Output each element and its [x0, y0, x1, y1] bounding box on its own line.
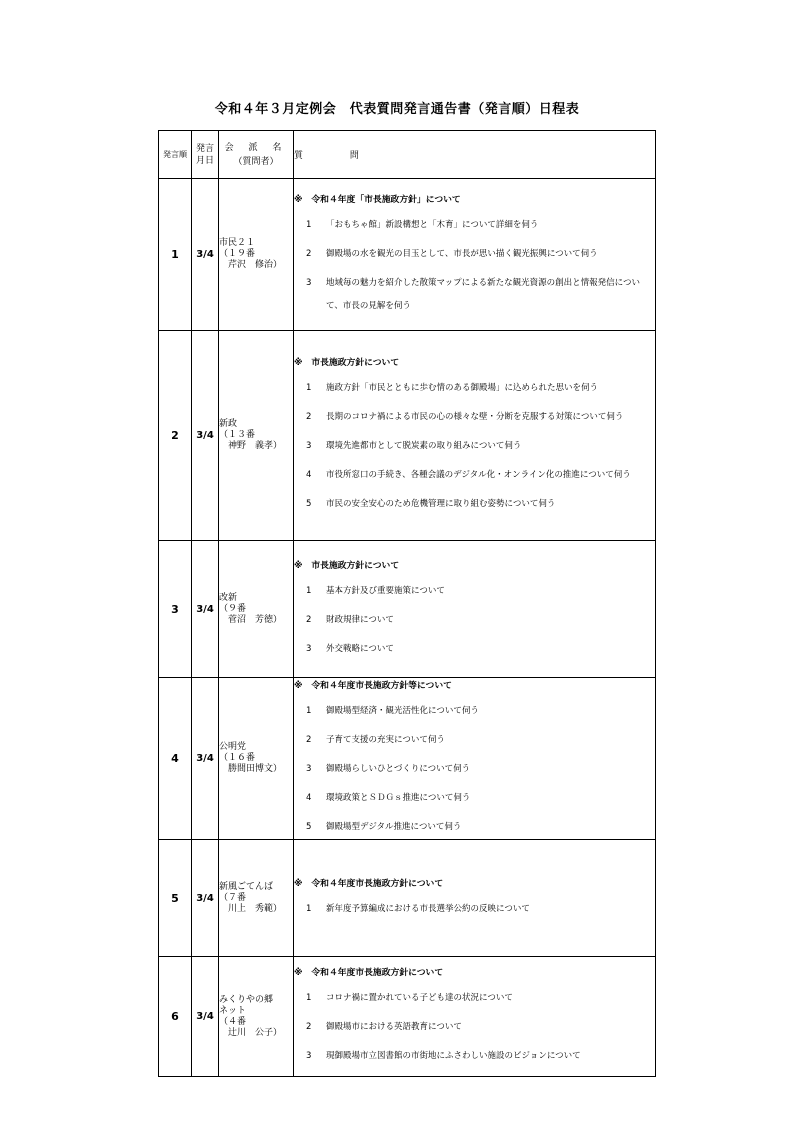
question-item-number: 1: [306, 706, 312, 716]
party-speaker: 新風ごてんば （７番 川上 秀範）: [219, 840, 294, 957]
header-date-line2: 月日: [195, 155, 214, 166]
question-item: [294, 377, 655, 400]
question-item-text: 環境先進都市として脱炭素の取り組みについて伺う: [326, 441, 522, 451]
question-item: [294, 729, 655, 752]
question-cell: [294, 840, 656, 957]
question-item: [294, 609, 655, 632]
question-cell: [294, 541, 656, 678]
question-heading: ※ 市長施政方針について: [294, 560, 400, 571]
question-item-number: 5: [306, 822, 312, 832]
table-row: [159, 957, 656, 1077]
question-item-text: 外交戦略について: [326, 643, 394, 654]
order-number: 6: [159, 957, 192, 1077]
table-row: [159, 541, 656, 678]
question-item-number: 1: [306, 219, 312, 230]
question-item-text: 環境政策とＳＤＧｓ推進について伺う: [326, 793, 471, 803]
question-item-text: 御殿場型デジタル推進について伺う: [326, 822, 462, 832]
question-item-number: 3: [306, 643, 312, 654]
question-item: [294, 1016, 655, 1039]
page-title: 令和４年３月定例会 代表質問発言通告書（発言順）日程表: [214, 102, 580, 117]
question-heading: ※ 市長施政方針について: [294, 358, 400, 368]
table-row: [159, 331, 656, 541]
question-item-text: コロナ禍に置かれている子ども達の状況について: [326, 993, 513, 1003]
header-date: [192, 131, 219, 179]
question-item-text: 長期のコロナ禍による市民の心の様々な壁・分断を克服する対策について伺う: [326, 412, 624, 422]
question-item-text: 財政規律について: [326, 614, 394, 625]
question-item-number: 4: [306, 793, 312, 803]
question-item-number: 1: [306, 993, 312, 1003]
question-heading: ※ 令和４年度市長施政方針等について: [294, 681, 452, 691]
speech-date: 3/4: [192, 541, 219, 678]
header-question: 質 問: [294, 131, 656, 179]
table-row: [159, 840, 656, 957]
question-cell: [294, 179, 656, 331]
question-item: [294, 638, 655, 661]
speech-date: 3/4: [192, 331, 219, 541]
schedule-table: [158, 130, 656, 1077]
header-party: [219, 131, 294, 179]
question-item-number: 2: [306, 735, 312, 745]
question-item-text: 市役所窓口の手続き、各種会議のデジタル化・オンライン化の推進について伺う: [326, 470, 631, 480]
question-item-number: 2: [306, 412, 312, 422]
question-item: [294, 700, 655, 723]
question-item: [294, 214, 655, 237]
question-cell: [294, 678, 656, 840]
question-item-number: 2: [306, 614, 312, 625]
question-item-text: 基本方針及び重要施策について: [326, 585, 445, 596]
question-item: [294, 464, 655, 487]
question-item: [294, 987, 655, 1010]
question-item: [294, 898, 655, 921]
question-item-number: 3: [306, 764, 312, 774]
question-heading: ※ 令和４年度市長施政方針について: [294, 878, 444, 889]
question-item: [294, 580, 655, 603]
question-item: [294, 243, 655, 266]
question-item-text: 子育て支援の充実について伺う: [326, 735, 445, 745]
table-header-row: [159, 131, 656, 179]
question-item: [294, 406, 655, 429]
question-item-number: 1: [306, 383, 312, 393]
question-item-text: 現御殿場市立図書館の市街地にふさわしい施設のビジョンについて: [326, 1051, 581, 1061]
header-date-line1: 発言: [195, 143, 214, 154]
question-item: [294, 1045, 655, 1068]
table-body: [159, 179, 656, 1077]
question-item-text: 新年度予算編成における市長選挙公約の反映について: [326, 903, 530, 914]
party-speaker: 市民２１ （１９番 芹沢 修治）: [219, 179, 294, 331]
order-number: 1: [159, 179, 192, 331]
question-item-number: 1: [306, 903, 312, 914]
table-row: [159, 179, 656, 331]
order-number: 2: [159, 331, 192, 541]
question-item-number: 2: [306, 248, 312, 259]
question-heading: ※ 令和４年度市長施政方針について: [294, 968, 444, 978]
question-item-number: 1: [306, 585, 312, 596]
party-speaker: 公明党 （１６番 勝間田博文）: [219, 678, 294, 840]
speech-date: 3/4: [192, 678, 219, 840]
question-item: [294, 816, 655, 839]
table-row: [159, 678, 656, 840]
party-speaker: 新政 （１３番 神野 義孝）: [219, 331, 294, 541]
question-item-text: 御殿場市における英語教育について: [326, 1022, 462, 1032]
question-item-text: 御殿場型経済・観光活性化について伺う: [326, 706, 479, 716]
question-item-number: 3: [306, 1051, 312, 1061]
question-item: [294, 758, 655, 781]
question-item-text: 御殿場らしいひとづくりについて伺う: [326, 764, 471, 774]
header-party-line1: 会 派 名: [224, 142, 288, 153]
question-item-text: 御殿場の水を観光の目玉として、市長が思い描く観光振興について伺う: [326, 248, 598, 259]
question-cell: [294, 957, 656, 1077]
speech-date: 3/4: [192, 179, 219, 331]
order-number: 4: [159, 678, 192, 840]
question-item-number: 2: [306, 1022, 312, 1032]
question-item-number: 4: [306, 470, 312, 480]
question-item: [294, 493, 655, 516]
question-item: [294, 787, 655, 810]
order-number: 5: [159, 840, 192, 957]
party-speaker: みくりやの郷 ネット （４番 辻川 公子）: [219, 957, 294, 1077]
header-party-line2: （質問者）: [233, 156, 279, 167]
order-number: 3: [159, 541, 192, 678]
question-heading: ※ 令和４年度「市長施政方針」について: [294, 194, 461, 205]
question-item-text: 「おもちゃ館」新設構想と「木育」について詳細を伺う: [326, 219, 539, 230]
question-item-text: 地域毎の魅力を紹介した散策マップによる新たな観光資源の創出と情報発信について、市長の見解を伺う: [326, 277, 640, 311]
party-speaker: 改新 （９番 菅沼 芳徳）: [219, 541, 294, 678]
question-item-number: 3: [306, 441, 312, 451]
question-item-number: 3: [306, 277, 312, 288]
question-item-text: 施政方針「市民とともに歩む情のある御殿場」に込められた思いを伺う: [326, 383, 599, 393]
question-cell: [294, 331, 656, 541]
question-item-text: 市民の安全安心のため危機管理に取り組む姿勢について伺う: [326, 499, 556, 509]
question-item: [294, 272, 655, 318]
question-item: [294, 435, 655, 458]
question-item-number: 5: [306, 499, 312, 509]
speech-date: 3/4: [192, 840, 219, 957]
speech-date: 3/4: [192, 957, 219, 1077]
header-order: 発言順: [159, 131, 192, 179]
